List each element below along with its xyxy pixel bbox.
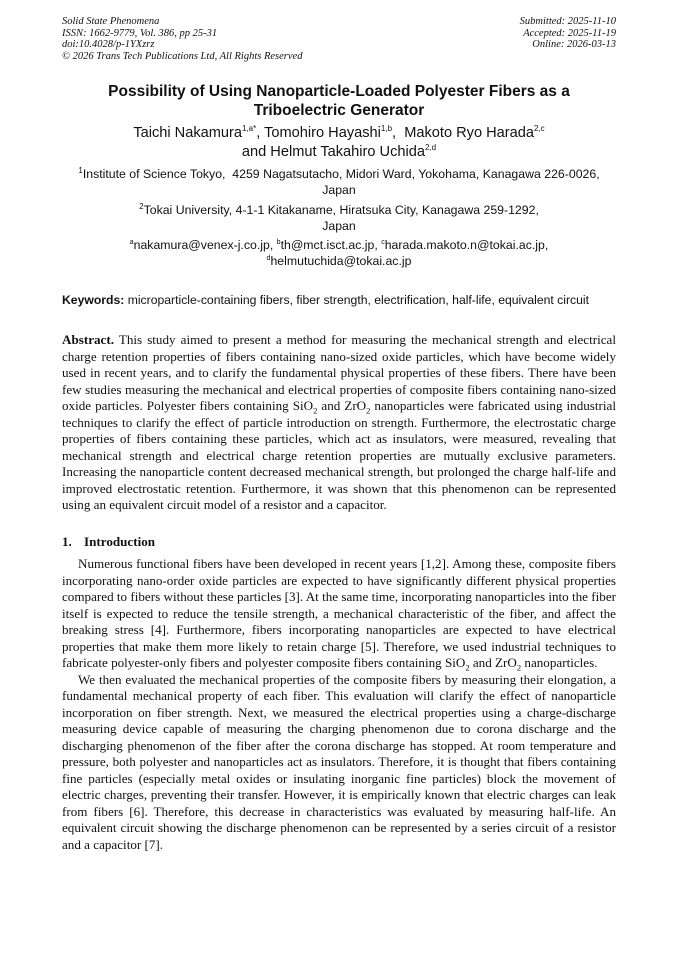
email-superscript: a bbox=[129, 238, 134, 246]
submitted-date: Submitted: 2025-11-10 bbox=[519, 16, 616, 27]
affiliation-line: Japan bbox=[322, 182, 356, 197]
subscript: 2 bbox=[516, 662, 522, 673]
author-superscript: 2,d bbox=[424, 143, 437, 153]
online-date: Online: 2026-03-13 bbox=[532, 39, 616, 51]
email-superscript: c bbox=[381, 238, 385, 246]
email-address: harada.makoto.n@tokai.ac.jp, bbox=[384, 238, 549, 252]
abstract bbox=[62, 332, 616, 514]
subscript: 2 bbox=[366, 405, 371, 416]
keywords-text: microparticle-containing fibers, fiber strength, electrification, half-life, equivalent circuit bbox=[124, 293, 589, 307]
author-superscript: 1,a* bbox=[242, 124, 257, 134]
email-superscript: d bbox=[266, 254, 271, 262]
affiliation-1 bbox=[0, 167, 678, 198]
author-name: Helmut Takahiro Uchida bbox=[270, 144, 425, 160]
section-number: 1. bbox=[62, 534, 72, 549]
affiliation-2 bbox=[0, 203, 678, 234]
abstract-label: Abstract. bbox=[62, 332, 114, 347]
authors-line-1 bbox=[0, 124, 678, 143]
accepted-date: Accepted: 2025-11-19 bbox=[523, 27, 616, 39]
author-superscript: 1,b bbox=[380, 124, 393, 134]
author-name: Makoto Ryo Harada bbox=[404, 125, 534, 141]
abstract-text: nanoparticles were fabricated using industrial techniques to clarify the effect of particle introduction on strength. Furthermore, the electrostatic charge properties of fibers containing these particles, which act as insulators, were measured, revealing that mechanical strength and electrical charge retention properties are mutually exclusive parameters. Increasing the nanoparticle content decreased mechanical strength, but prolonged the charge half-life and improved electrostatic retention. Furthermore, it was shown that this phenomenon can be represented using an equivalent circuit model of a resistor and a capacitor. bbox=[62, 398, 616, 512]
email-address: th@mct.isct.ac.jp, bbox=[280, 238, 382, 252]
intro-paragraph-2: We then evaluated the mechanical properties of the composite fibers by measuring their elongation, a fundamental mechanical property of each fiber. This evaluation will clarify the effect of nanoparticle incorporation on fiber strength. Next, we measured the electrical properties using a charge-discharge measuring device capable of measuring the charging phenomenon due to corona discharge and the discharging phenomenon of the fiber after the corona discharge has stopped. At room temperature and pressure, both polyester and nanoparticles act as insulators. Therefore, it is thought that fibers containing fine particles (especially metal oxides or insulating inorganic fine particles) block the movement of electric charges, preventing their transfer. However, it is empirically known that electric charges can leak from fibers [6]. Therefore, this decrease in characteristics was evaluated by measuring half-life. An equivalent circuit showing the discharge phenomenon can be represented by a series circuit of a resistor and a capacitor [7]. bbox=[62, 671, 616, 852]
affiliation-superscript: 1 bbox=[78, 165, 83, 175]
journal-name: Solid State Phenomena bbox=[62, 16, 160, 27]
author-list bbox=[0, 124, 678, 162]
issn-line: ISSN: 1662-9779, Vol. 386, pp 25-31 bbox=[62, 27, 218, 39]
affiliation-text: Tokai University, 4-1-1 Kitakaname, Hiratsuka City, Kanagawa 259-1292, bbox=[143, 203, 539, 217]
abstract-text: and ZrO bbox=[317, 398, 367, 413]
intro-paragraph-1 bbox=[62, 556, 616, 672]
intro-text: Numerous functional fibers have been developed in recent years [1,2]. Among these, composite fibers incorporating nano-order oxide particles are expected to have significantly different physical properties compared to fibers without these particles [3]. At the same time, incorporating nanoparticles into the fiber itself is expected to reduce the tensile strength, a mechanical characteristic of the fiber, and affect the breaking stress [4]. Furthermore, fibers incorporating nanoparticles are expected to have electrical properties that make them more likely to retain charge [5]. Therefore, we used industrial techniques to fabricate polyester-only fibers and polyester composite fibers containing SiO bbox=[62, 556, 616, 670]
affiliation-text: Institute of Science Tokyo, 4259 Nagatsutacho, Midori Ward, Yokohama, Kanagawa 226-0026, bbox=[82, 167, 600, 181]
keywords-label: Keywords: bbox=[62, 293, 125, 307]
dates-header bbox=[520, 16, 616, 51]
email-superscript: b bbox=[276, 238, 281, 246]
introduction-body bbox=[62, 556, 616, 853]
author-separator: , bbox=[256, 125, 265, 141]
affiliation-superscript: 2 bbox=[139, 201, 144, 211]
keywords bbox=[62, 293, 622, 307]
intro-text: nanoparticles. bbox=[521, 655, 598, 670]
title-line-1: Possibility of Using Nanoparticle-Loaded Polyester Fibers as a bbox=[108, 83, 570, 100]
email-list bbox=[0, 237, 678, 269]
email-line-2 bbox=[0, 253, 678, 269]
email-line-1 bbox=[0, 237, 678, 253]
title-line-2: Triboelectric Generator bbox=[253, 102, 425, 119]
author-separator: , bbox=[392, 125, 405, 141]
abstract-paragraph bbox=[62, 332, 616, 514]
author-conjunction: and bbox=[241, 144, 271, 160]
paper-title bbox=[0, 82, 678, 120]
subscript: 2 bbox=[465, 662, 470, 673]
author-superscript: 2,c bbox=[534, 124, 545, 134]
authors-line-2 bbox=[0, 143, 678, 162]
section-heading bbox=[62, 534, 155, 550]
email-address: nakamura@venex-j.co.jp, bbox=[133, 238, 277, 252]
subscript: 2 bbox=[313, 405, 318, 416]
intro-text: and ZrO bbox=[469, 655, 517, 670]
author-name: Tomohiro Hayashi bbox=[264, 125, 381, 141]
affiliation-line: Japan bbox=[322, 218, 356, 233]
section-title: Introduction bbox=[84, 534, 156, 549]
journal-header bbox=[62, 16, 302, 62]
author-name: Taichi Nakamura bbox=[133, 125, 242, 141]
copyright-line: © 2026 Trans Tech Publications Ltd, All Rights Reserved bbox=[62, 50, 303, 62]
affiliation-line bbox=[0, 167, 678, 183]
email-address: helmutuchida@tokai.ac.jp bbox=[270, 254, 412, 268]
doi-line: doi:10.4028/p-1YXzrz bbox=[62, 39, 155, 51]
abstract-text: This study aimed to present a method for measuring the mechanical strength and electrical charge retention properties of fibers containing nano-sized oxide particles, which have become widely used in recent years, and to clarify the fundamental physical properties of these fibers. There have been few studies measuring the mechanical and electrical properties of composite fibers containing nano-sized oxide particles. Polyester fibers containing SiO bbox=[62, 332, 616, 413]
affiliation-line bbox=[0, 203, 678, 219]
